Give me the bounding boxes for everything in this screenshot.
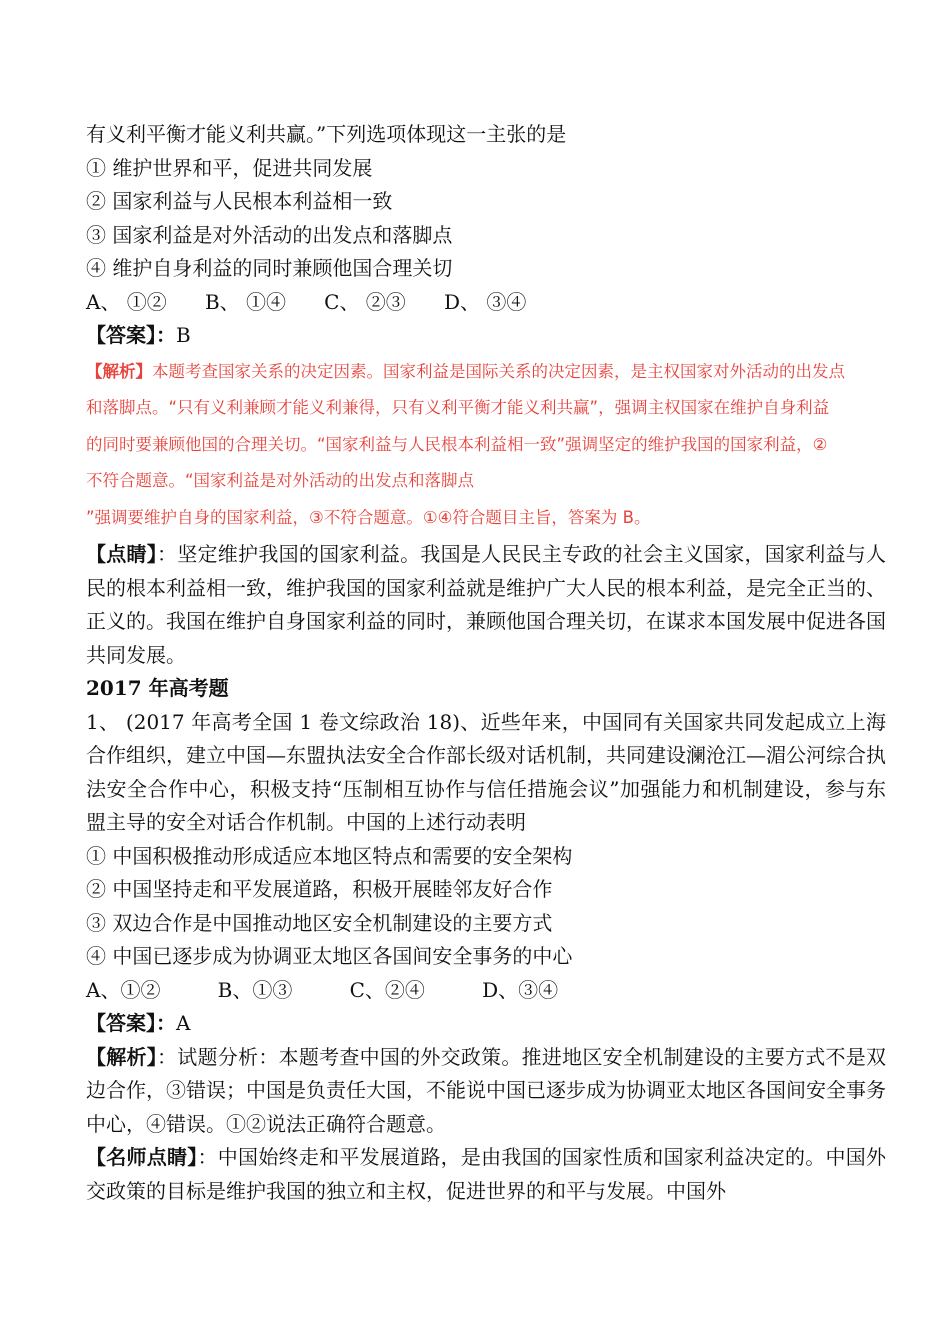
analysis-line-2: 和落脚点。“只有义利兼顾才能义利兼得，只有义利平衡才能义利共赢”，强调主权国家在维护自身利益 [86, 398, 830, 417]
teacher-note-text: ：中国始终走和平发展道路，是由我国的国家性质和国家利益决定的。中国外交政策的目标是维护我国的独立和主权，促进世界的和平与发展。中国外 [86, 1145, 887, 1203]
pointer-text: ：坚定维护我国的国家利益。我国是人民民主专政的社会主义国家，国家利益与人民的根本利益相一致，维护我国的国家利益就是维护广大人民的根本利益，是完全正当的、正义的。我国在维护自身国家利益的同时，兼顾他国合理关切，在谋求本国发展中促进各国共同发展。 [86, 542, 887, 667]
question-block-1 [86, 118, 886, 672]
statement-item-4: ④ 中国已逐步成为协调亚太地区各国间安全事务的中心 [86, 944, 573, 968]
analysis-label: 【解析】 [86, 1044, 158, 1069]
question-text: 1、 (2017 年高考全国 1 卷文综政治 18)、近些年来，中国同有关国家共同发起成立上海合作组织，建立中国—东盟执法安全合作部长级对话机制，共同建设澜沧江—湄公河综合执法安全合作中心，积极支持“压制相互协作与信任措施会议”加强能力和机制建设，参与东盟主导的安全对话合作机制。中国的上述行动表明 [86, 709, 886, 834]
statement-item-1: ① 中国积极推动形成适应本地区特点和需要的安全架构 [86, 843, 573, 868]
analysis-paragraph [86, 1041, 886, 1142]
answer-value: A [176, 1011, 191, 1035]
document-page [86, 118, 886, 1208]
question-intro-line: 有义利平衡才能义利共赢。”下列选项体现这一主张的是 [86, 122, 567, 146]
answer-options: A、①② B、①③ C、②④ D、③④ [86, 977, 559, 1002]
statement-item-1: ① 维护世界和平，促进共同发展 [86, 155, 373, 180]
statement-item-3: ③ 双边合作是中国推动地区安全机制建设的主要方式 [86, 910, 553, 935]
analysis-line-3: 的同时要兼顾他国的合理关切。“国家利益与人民根本利益相一致”强调坚定的维护我国的国家利益，② [86, 434, 828, 454]
answer-line [86, 319, 886, 353]
teacher-note-paragraph [86, 1141, 886, 1208]
question-block-2 [86, 706, 886, 1209]
analysis-label: 【解析】 [86, 361, 152, 381]
answer-line [86, 1007, 886, 1041]
teacher-note-label: 【名师点睛】 [86, 1145, 198, 1169]
answer-label: 【答案】： [86, 1011, 176, 1035]
pointer-label: 【点睛】 [86, 542, 158, 566]
analysis-red-block [86, 354, 886, 537]
answer-label: 【答案】： [86, 323, 176, 347]
answer-options: A、 ①② B、 ①④ C、 ②③ D、 ③④ [86, 289, 527, 314]
section-heading: 2017 年高考题 [86, 676, 229, 700]
analysis-line-1: 【解析】本题考查国家关系的决定因素。国家利益是国际关系的决定因素，是主权国家对外活动的出发点 [86, 361, 845, 381]
analysis-line-5: ”强调要维护自身的国家利益，③不符合题意。①④符合题目主旨，答案为 B。 [86, 507, 651, 527]
statement-item-4: ④ 维护自身利益的同时兼顾他国合理关切 [86, 256, 453, 280]
pointer-paragraph [86, 538, 886, 672]
statement-item-2: ② 国家利益与人民根本利益相一致 [86, 189, 393, 213]
statement-item-3: ③ 国家利益是对外活动的出发点和落脚点 [86, 222, 453, 247]
analysis-line-4: 不符合题意。“国家利益是对外活动的出发点和落脚点 [86, 471, 475, 490]
analysis-text: ：试题分析：本题考查中国的外交政策。推进地区安全机制建设的主要方式不是双边合作，③错误；中国是负责任大国，不能说中国已逐步成为协调亚太地区各国间安全事务中心，④错误。①②说法正确符合题意。 [86, 1044, 887, 1136]
answer-value: B [176, 323, 191, 347]
statement-item-2: ② 中国坚持走和平发展道路，积极开展睦邻友好合作 [86, 877, 553, 901]
